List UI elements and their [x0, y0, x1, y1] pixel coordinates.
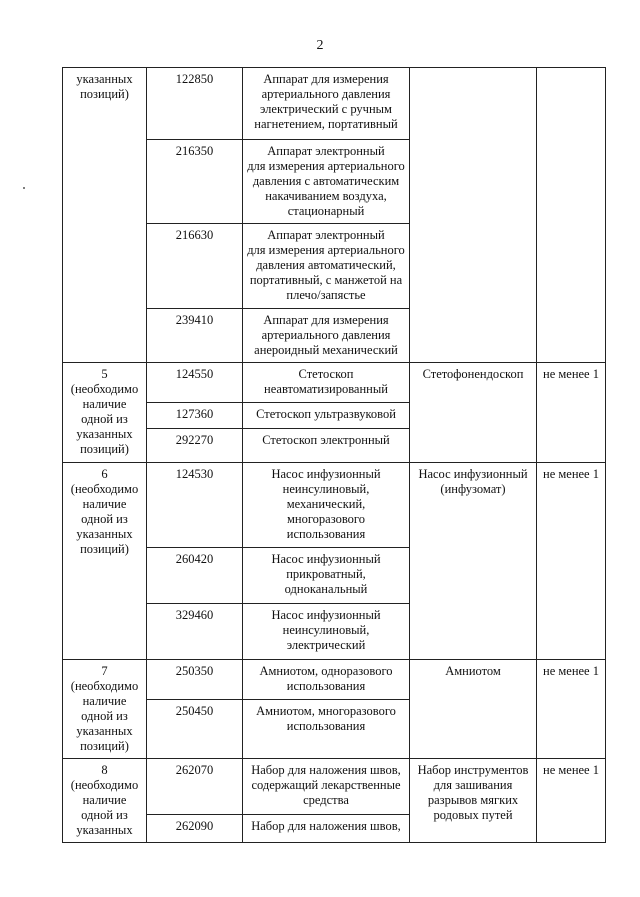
code-cell: 216350: [147, 140, 243, 224]
name-cell: Амниотом, одноразового использования: [243, 660, 410, 700]
code-cell: 124550: [147, 363, 243, 403]
group-cell: 7 (необходимо наличие одной из указанных позиций): [63, 660, 147, 759]
name-cell: Насос инфузионный неинсулиновый, электрический: [243, 604, 410, 660]
group-cell: 5 (необходимо наличие одной из указанных позиций): [63, 363, 147, 463]
table-row: [63, 759, 606, 815]
code-cell: 127360: [147, 403, 243, 429]
equipment-table: [62, 67, 606, 843]
type-cell: Набор инструментов для зашивания разрывов мягких родовых путей: [410, 759, 537, 843]
name-cell: Аппарат для измерения артериального давления анероидный механический: [243, 309, 410, 363]
name-cell: Набор для наложения швов, содержащий лекарственные средства: [243, 759, 410, 815]
name-cell: Насос инфузионный прикроватный, одноканальный: [243, 548, 410, 604]
page-number: 2: [316, 38, 324, 53]
code-cell: 124530: [147, 463, 243, 548]
name-cell: Амниотом, многоразового использования: [243, 700, 410, 759]
scan-speck: [23, 187, 25, 189]
group-cell: 8 (необходимо наличие одной из указанных: [63, 759, 147, 843]
code-cell: 250450: [147, 700, 243, 759]
code-cell: 122850: [147, 68, 243, 140]
group-cell: 6 (необходимо наличие одной из указанных позиций): [63, 463, 147, 660]
qty-cell: не менее 1: [537, 660, 606, 759]
type-cell: [410, 68, 537, 363]
qty-cell: не менее 1: [537, 759, 606, 843]
table-row: [63, 660, 606, 700]
name-cell: Стетоскоп ультразвуковой: [243, 403, 410, 429]
table-row: [63, 68, 606, 140]
name-cell: Аппарат электронный для измерения артериального давления автоматический, портативный, с манжетой на плечо/запястье: [243, 224, 410, 309]
group-cell: указанных позиций): [63, 68, 147, 363]
type-cell: Амниотом: [410, 660, 537, 759]
name-cell: Насос инфузионный неинсулиновый, механический, многоразового использования: [243, 463, 410, 548]
code-cell: 260420: [147, 548, 243, 604]
code-cell: 239410: [147, 309, 243, 363]
code-cell: 292270: [147, 429, 243, 463]
name-cell: Набор для наложения швов,: [243, 815, 410, 843]
name-cell: Стетоскоп электронный: [243, 429, 410, 463]
qty-cell: не менее 1: [537, 463, 606, 660]
name-cell: Аппарат для измерения артериального давления электрический с ручным нагнетением, портативный: [243, 68, 410, 140]
type-cell: Насос инфузионный (инфузомат): [410, 463, 537, 660]
code-cell: 262090: [147, 815, 243, 843]
name-cell: Стетоскоп неавтоматизированный: [243, 363, 410, 403]
type-cell: Стетофонендоскоп: [410, 363, 537, 463]
code-cell: 216630: [147, 224, 243, 309]
code-cell: 262070: [147, 759, 243, 815]
table-row: [63, 363, 606, 403]
code-cell: 250350: [147, 660, 243, 700]
name-cell: Аппарат электронный для измерения артериального давления с автоматическим накачиванием воздуха, стационарный: [243, 140, 410, 224]
code-cell: 329460: [147, 604, 243, 660]
table-row: [63, 463, 606, 548]
qty-cell: не менее 1: [537, 363, 606, 463]
qty-cell: [537, 68, 606, 363]
